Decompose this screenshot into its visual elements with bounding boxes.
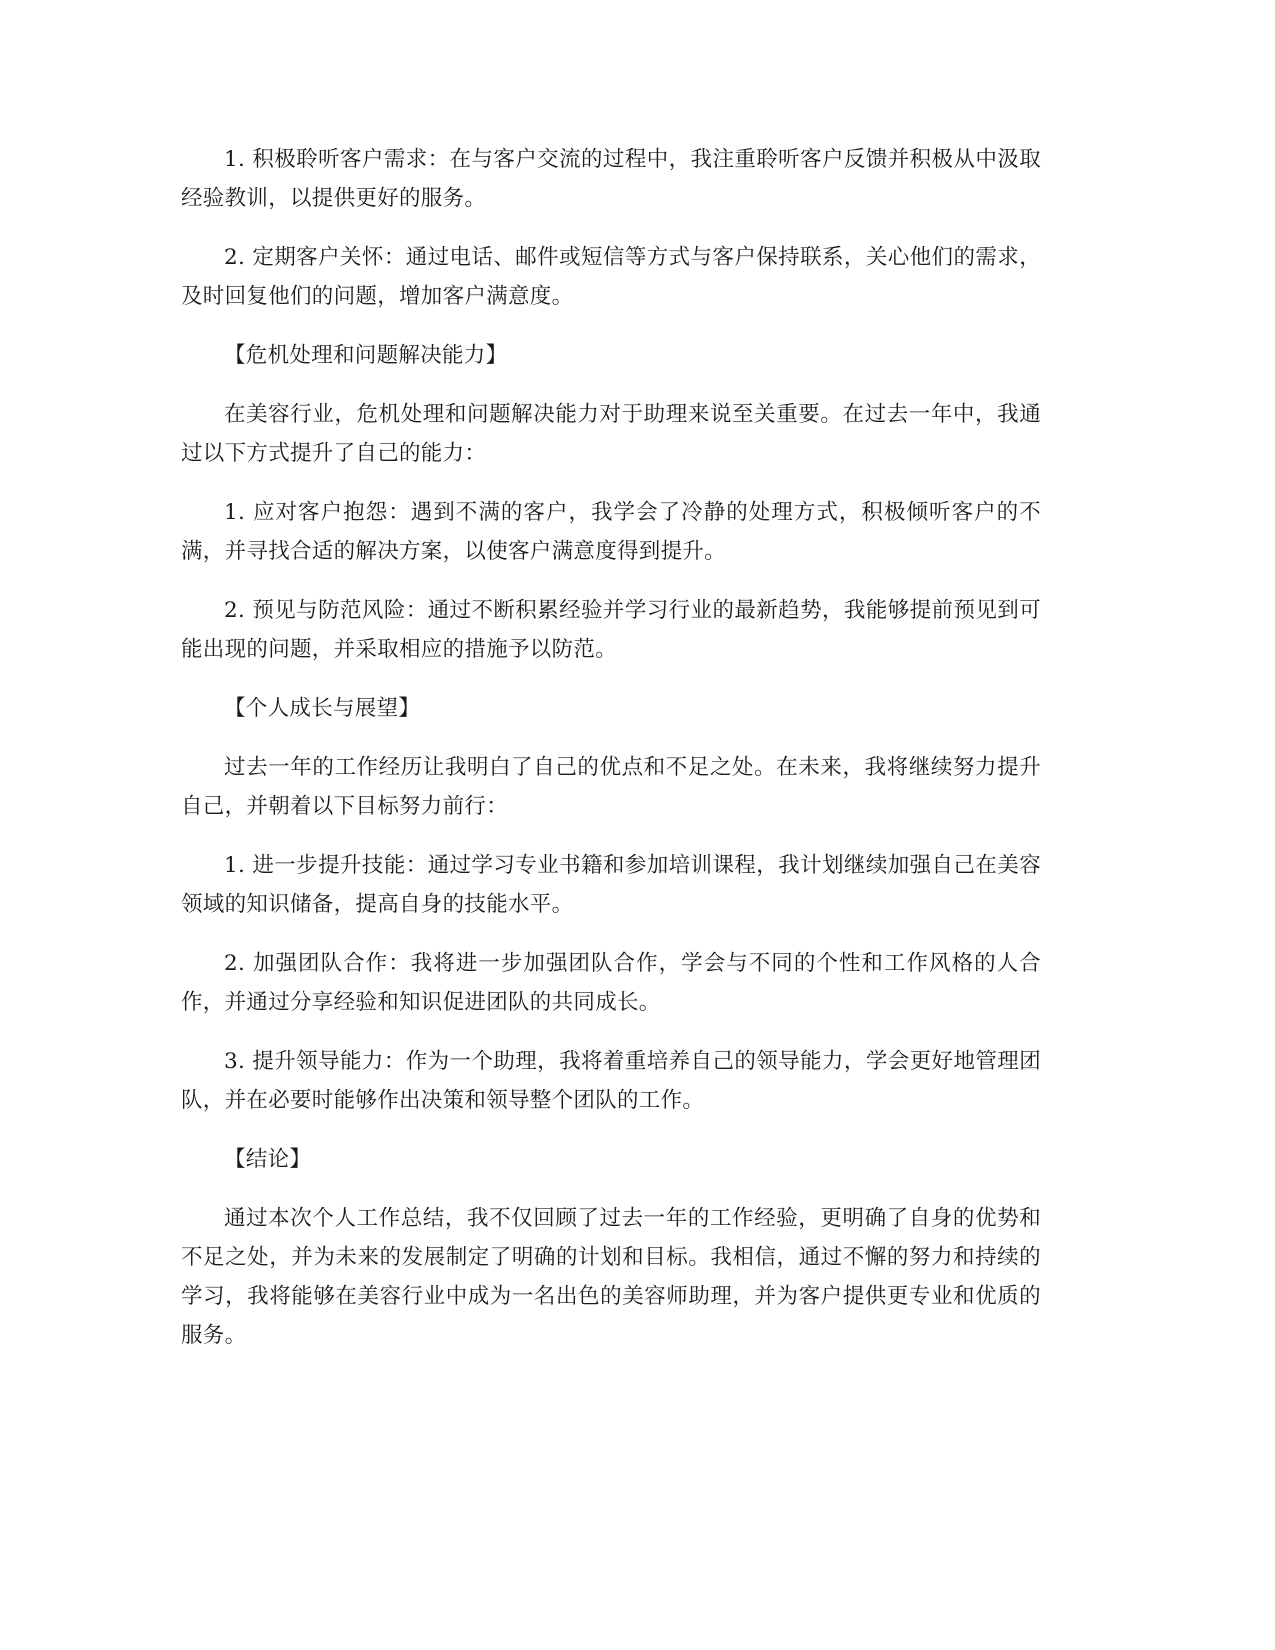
item-listen-customer-needs: 1. 积极聆听客户需求：在与客户交流的过程中，我注重聆听客户反馈并积极从中汲取经验教训，以提供更好的服务。 bbox=[181, 147, 1041, 211]
conclusion-paragraph: 通过本次个人工作总结，我不仅回顾了过去一年的工作经验，更明确了自身的优势和不足之处，并为未来的发展制定了明确的计划和目标。我相信，通过不懈的努力和持续的学习，我将能够在美容行业中成为一名出色的美容师助理，并为客户提供更专业和优质的服务。 bbox=[181, 1206, 1041, 1348]
item-regular-customer-care: 2. 定期客户关怀：通过电话、邮件或短信等方式与客户保持联系，关心他们的需求，及时回复他们的问题，增加客户满意度。 bbox=[181, 245, 1041, 309]
item-teamwork: 2. 加强团队合作：我将进一步加强团队合作，学会与不同的个性和工作风格的人合作，并通过分享经验和知识促进团队的共同成长。 bbox=[181, 951, 1041, 1015]
item-improve-skills: 1. 进一步提升技能：通过学习专业书籍和参加培训课程，我计划继续加强自己在美容领域的知识储备，提高自身的技能水平。 bbox=[181, 853, 1041, 917]
item-foresee-risks: 2. 预见与防范风险：通过不断积累经验并学习行业的最新趋势，我能够提前预见到可能出现的问题，并采取相应的措施予以防范。 bbox=[181, 598, 1041, 662]
item-handle-complaints: 1. 应对客户抱怨：遇到不满的客户，我学会了冷静的处理方式，积极倾听客户的不满，并寻找合适的解决方案，以使客户满意度得到提升。 bbox=[181, 500, 1041, 564]
section-heading-crisis: 【危机处理和问题解决能力】 bbox=[224, 343, 508, 368]
section-heading-conclusion: 【结论】 bbox=[224, 1147, 312, 1172]
crisis-intro-paragraph: 在美容行业，危机处理和问题解决能力对于助理来说至关重要。在过去一年中，我通过以下方式提升了自己的能力： bbox=[181, 402, 1041, 466]
growth-intro-paragraph: 过去一年的工作经历让我明白了自己的优点和不足之处。在未来，我将继续努力提升自己，并朝着以下目标努力前行： bbox=[181, 755, 1041, 819]
document-page bbox=[181, 140, 1041, 1375]
item-leadership: 3. 提升领导能力：作为一个助理，我将着重培养自己的领导能力，学会更好地管理团队，并在必要时能够作出决策和领导整个团队的工作。 bbox=[181, 1049, 1041, 1113]
section-heading-growth: 【个人成长与展望】 bbox=[224, 696, 421, 721]
